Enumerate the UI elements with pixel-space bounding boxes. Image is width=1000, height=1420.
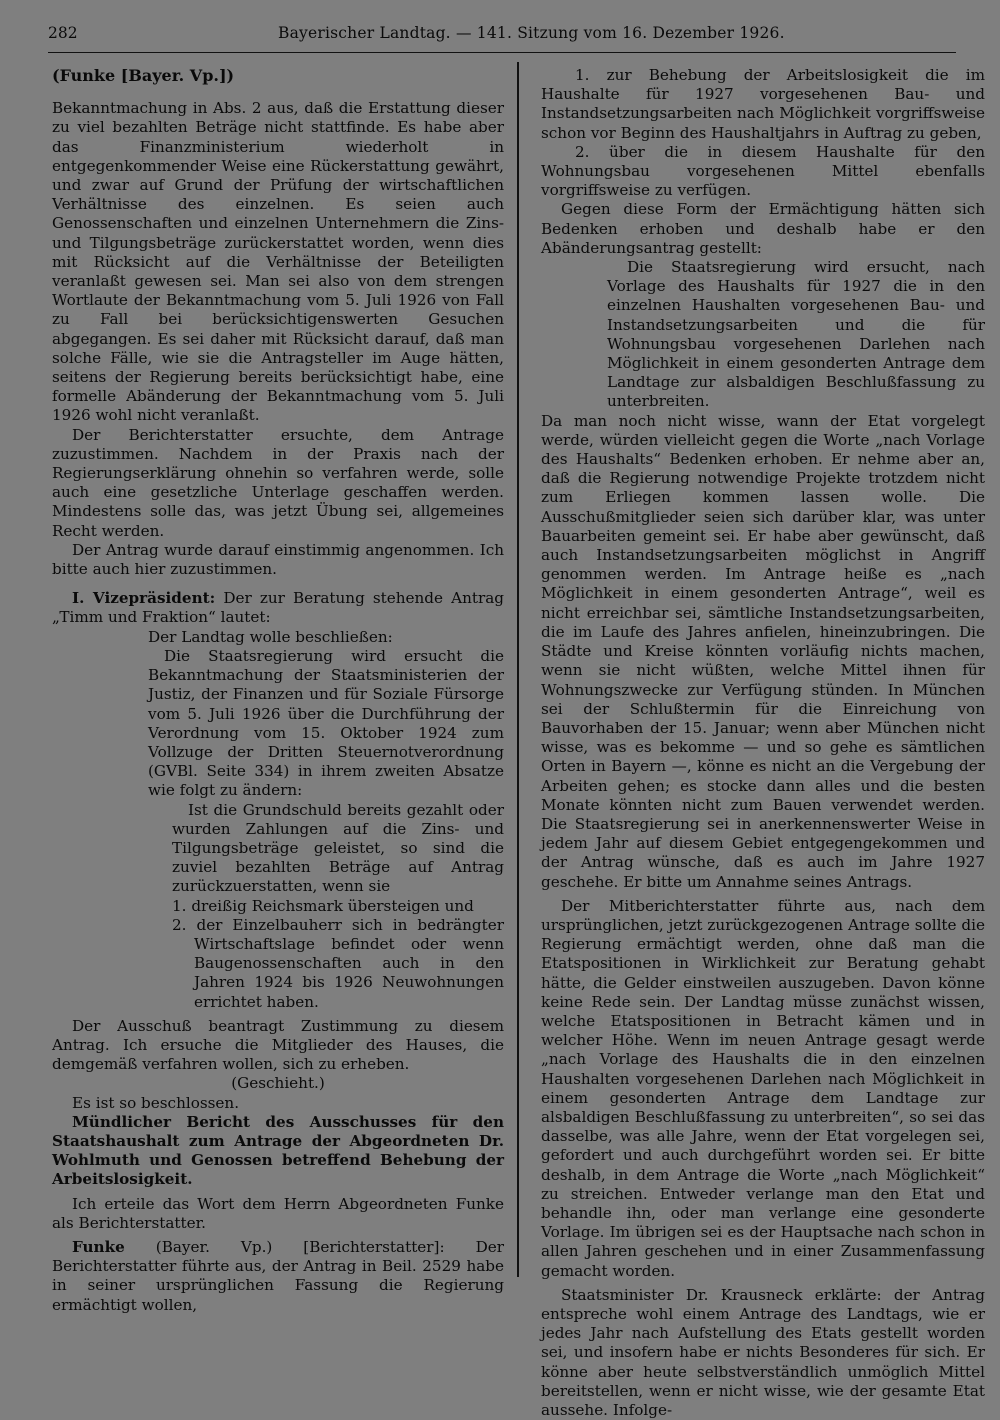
quote-list-item: 2. der Einzelbauherr sich in bedrängter Wirtschaftslage befindet oder wenn Baugenossenschaften auch in den Jahren 1924 bis 1926 Neuwohnungen errichtet haben.	[172, 915, 504, 1011]
speaker-name: I. Vizepräsident:	[72, 589, 216, 608]
vice-president-paragraph	[52, 589, 504, 627]
paragraph: Der Antrag wurde darauf einstimmig angenommen. Ich bitte auch hier zuzustimmen.	[52, 540, 504, 579]
speaker-continuation: (Funke [Bayer. Vp.])	[52, 66, 235, 85]
paragraph: Der Berichterstatter ersuchte, dem Antrage zuzustimmen. Nachdem in der Praxis nach der Regierungserklärung ohnehin so verfahren werde, solle auch eine gesetzliche Unterlage geschaffen werden. Mindestens solle das, was jetzt Übung sei, allgemeines Recht werden.	[52, 425, 504, 540]
running-title: Bayerischer Landtag. — 141. Sitzung vom 16. Dezember 1926.	[278, 24, 785, 42]
speaker-text: Der zur Beratung stehende Antrag „Timm und Fraktion“ lautet:	[52, 589, 504, 627]
paragraph: Es ist so beschlossen.	[72, 1093, 240, 1112]
page-header	[48, 22, 956, 53]
quote-line: Der Landtag wolle beschließen:	[148, 627, 393, 646]
left-column	[52, 66, 504, 1315]
quote-paragraph: Ist die Grundschuld bereits gezahlt oder wurden Zahlungen auf die Zins- und Tilgungsbeträge geleistet, so sind die zuviel bezahlten Beträge auf Antrag zurückzuerstatten, wenn sie	[172, 800, 504, 896]
paragraph: Der Mitberichterstatter führte aus, nach dem ursprünglichen, jetzt zurückgezogenen Antrage sollte die Regierung ermächtigt werden, ohne daß man die Etatspositionen in Wirklichkeit zur Beratung gehabt hätte, die Gelder einstweilen auszugeben. Davon könne keine Rede sein. Der Landtag müsse zunächst wissen, welche Etatspositionen in Betracht kämen und in welcher Höhe. Wenn im neuen Antrage gesagt werde „nach Vorlage des Haushalts die in den einzelnen Haushalten vorgesehenen Darlehen nach Möglichkeit in einem gesonderten Antrage dem Landtage zur alsbaldigen Beschlußfassung zu unterbreiten“, so sei das dasselbe, was alle Jahre, wenn der Etat vorgelegen sei, gefordert und auch durchgeführt worden sei. Er bitte deshalb, in dem Antrage die Worte „nach Möglichkeit“ zu streichen. Entweder verlange man den Etat und behandle ihn, oder man verlange eine gesonderte Vorlage. Im übrigen sei es der Hauptsache nach schon in allen Jahren geschehen und in einer Zusammenfassung gemacht worden.	[541, 896, 985, 1280]
speaker-text: (Bayer. Vp.) [Berichterstatter]: Der Berichterstatter führte aus, der Antrag in Beil. 2529 habe in seiner ursprünglichen Fassung die Regierung ermächtigt wollen,	[52, 1237, 504, 1314]
column-rule	[517, 62, 519, 1277]
right-column	[541, 66, 985, 1420]
page-number: 282	[48, 24, 78, 42]
paragraph: Da man noch nicht wisse, wann der Etat vorgelegt werde, würden vielleicht gegen die Worte „nach Vorlage des Haushalts“ Bedenken erhoben. Er nehme aber an, daß die Regierung notwendige Projekte trotzdem nicht zum Erliegen kommen lassen wolle. Die Ausschußmitglieder seien sich darüber klar, was unter Bauarbeiten gemeint sei. Er habe aber gewünscht, daß auch Instandsetzungsarbeiten möglichst in Angriff genommen werden. Im Antrage heiße es „nach Möglichkeit in einem gesonderten Antrage“, weil es nicht erreichbar sei, sämtliche Instandsetzungsarbeiten, die im Laufe des Jahres anfielen, hineinzubringen. Die Städte und Kreise könnten vorläufig nichts machen, wenn sie nicht wüßten, welche Mittel ihnen für Wohnungszwecke zur Verfügung stünden. In München sei der Schlußtermin für die Einreichung von Bauvorhaben der 15. Januar; wenn aber München nicht wisse, was es bekomme — und so gehe es sämtlichen Orten in Bayern —, könne es nicht an die Vergebung der Arbeiten gehen; es stocke dann alles und die besten Monate könnten nicht zum Bauen verwendet werden. Die Staatsregierung sei in anerkennenswerter Weise in jedem Jahr auf diesem Gebiet entgegengekommen und der Antrag wünsche, daß es auch im Jahre 1927 geschehe. Er bitte um Annahme seines Antrags.	[541, 411, 985, 891]
stage-direction: (Geschieht.)	[231, 1074, 325, 1093]
quote-paragraph: Die Staatsregierung wird ersucht, nach Vorlage des Haushalts für 1927 die in den einzelnen Haushalten vorgesehenen Bau- und Instandsetzungsarbeiten und die für Wohnungsbau vorgesehenen Darlehen nach Möglichkeit in einem gesonderten Antrage dem Landtage zur alsbaldigen Beschlußfassung zu unterbreiten.	[607, 258, 985, 411]
paragraph: Ich erteile das Wort dem Herrn Abgeordneten Funke als Berichterstatter.	[52, 1194, 504, 1232]
paragraph: Staatsminister Dr. Krausneck erklärte: der Antrag entspreche wohl einem Antrage des Landtags, wie er jedes Jahr nach Aufstellung des Etats gestellt worden sei, und insofern habe er nichts Besonderes für sich. Er könne aber heute selbstverständlich unmöglich Mittel bereitstellen, wenn er nicht wisse, wie der gesamte Etat aussehe. Infolge-	[541, 1285, 985, 1420]
paragraph: Gegen diese Form der Ermächtigung hätten sich Bedenken erhoben und deshalb habe er den Abänderungsantrag gestellt:	[541, 200, 985, 257]
motion-quote	[148, 628, 504, 801]
amendment-quote	[172, 801, 504, 1012]
report-title: Mündlicher Bericht des Ausschusses für den Staatshaushalt zum Antrage der Abgeordneten Dr. Wohlmuth und Genossen betreffend Behebung der Arbeitslosigkeit.	[52, 1112, 504, 1189]
list-item: 1. zur Behebung der Arbeitslosigkeit die im Haushalte für 1927 vorgesehenen Bau- und Instandsetzungsarbeiten nach Möglichkeit vorgriffsweise schon vor Beginn des Haushaltjahrs in Auftrag zu geben,	[541, 66, 985, 142]
list-item: 2. über die in diesem Haushalte für den Wohnungsbau vorgesehenen Mittel ebenfalls vorgriffsweise zu verfügen.	[541, 142, 985, 200]
speaker-name: Funke	[72, 1237, 125, 1256]
paragraph: Der Ausschuß beantragt Zustimmung zu diesem Antrag. Ich ersuche die Mitglieder des Hauses, die demgemäß verfahren wollen, sich zu erheben.	[52, 1016, 504, 1074]
funke-paragraph	[52, 1238, 504, 1315]
quote-paragraph: Die Staatsregierung wird ersucht die Bekanntmachung der Staatsministerien der Justiz, der Finanzen und für Soziale Fürsorge vom 5. Juli 1926 über die Durchführung der Verordnung vom 15. Oktober 1924 zum Vollzuge der Dritten Steuernotverordnung (GVBl. Seite 334) in ihrem zweiten Absatze wie folgt zu ändern:	[148, 646, 504, 800]
quote-list-item: 1. dreißig Reichsmark übersteigen und	[172, 896, 474, 915]
paragraph: Bekanntmachung in Abs. 2 aus, daß die Erstattung dieser zu viel bezahlten Beträge nicht stattfinde. Es habe aber das Finanzministerium wiederholt in entgegenkommender Weise eine Rückerstattung gewährt, und zwar auf Grund der Prüfung der wirtschaftlichen Verhältnisse des einzelnen. Es seien auch Genossenschaften und einzelnen Unternehmern die Zins- und Tilgungsbeträge zurückerstattet worden, wenn dies mit Rücksicht auf die Verhältnisse der Beteiligten veranlaßt gewesen sei. Man sei also von dem strengen Wortlaute der Bekanntmachung vom 5. Juli 1926 von Fall zu Fall bei berücksichtigenswerten Gesuchen abgegangen. Es sei daher mit Rücksicht darauf, daß man solche Fälle, wie sie die Antragsteller im Auge hätten, seitens der Regierung bereits berücksichtigt habe, eine formelle Abänderung der Bekanntmachung vom 5. Juli 1926 wohl nicht veranlaßt.	[52, 99, 504, 425]
amendment-text-quote	[607, 258, 985, 412]
